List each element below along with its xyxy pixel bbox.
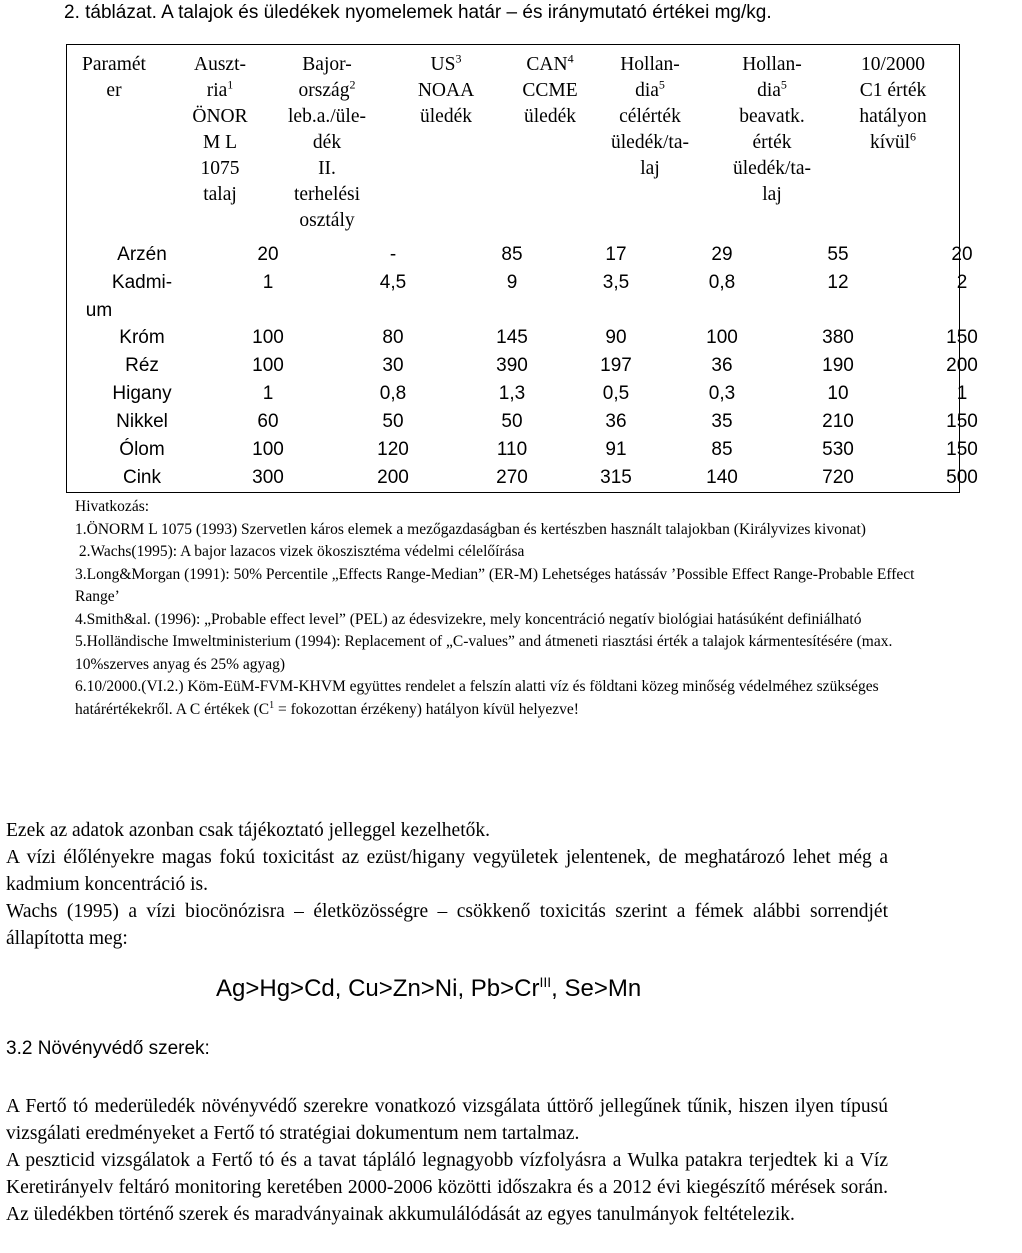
table-cell: 200 [377, 467, 409, 488]
table-cell: 300 [252, 467, 284, 488]
table-cell: 1 [956, 383, 968, 404]
table-row [66, 380, 968, 408]
column-header: Auszt- ria$^1$ ÖNOR M L 1075 talaj [192, 54, 248, 205]
parameter-name: Higany [112, 383, 172, 404]
table-cell: 720 [822, 467, 854, 488]
table-cell: 200 [946, 355, 978, 376]
parameter-name: Króm [119, 327, 165, 348]
table-cell: 0,5 [602, 383, 630, 404]
reference-item: 5.Holländische Imweltministerium (1994): Replacement of „C-values” and átmeneti riasztási érték a talajok kármentesítésére (max. 10%szerves anyag és 25% agyag) [75, 633, 893, 673]
table-cell: 20 [951, 244, 973, 265]
column-header: Hollan- dia$^5$ célérték üledék/ta- laj [611, 54, 689, 179]
parameter-name: Kadmi- [111, 272, 173, 293]
table-cell: 1,3 [498, 383, 526, 404]
table-row [66, 241, 973, 269]
table-row [66, 408, 978, 436]
table-cell: 270 [496, 467, 528, 488]
parameter-name: Arzén [117, 244, 167, 265]
parameter-name: Cink [122, 467, 161, 488]
table-row [66, 436, 978, 464]
table-cell: 36 [605, 411, 627, 432]
table-cell: 10 [827, 383, 849, 404]
table-cell: 85 [501, 244, 523, 265]
table-cell: 197 [600, 355, 632, 376]
parameter-name-continuation: um [85, 300, 113, 321]
column-header: Hollan- dia$^5$ beavatk. érték üledék/ta- laj [733, 54, 811, 205]
reference-item: 2.Wachs(1995): A bajor lazacos vizek ökoszisztéma védelmi célelőírása [75, 543, 525, 560]
table-caption: 2. táblázat. A talajok és üledékek nyomelemek határ – és iránymutató értékei mg/kg. [64, 2, 772, 23]
column-header: Paramét er [82, 54, 146, 101]
reference-item: 1.ÖNORM L 1075 (1993) Szervetlen káros elemek a mezőgazdaságban és kertészben használt talajokban (Királyvizes kivonat) [75, 520, 866, 538]
table-cell: 1 [262, 272, 274, 293]
table-cell: 12 [827, 272, 849, 293]
table-cell: 100 [706, 327, 738, 348]
table-cell: 9 [506, 272, 518, 293]
table-cell: 150 [946, 411, 978, 432]
table-cell: 50 [501, 411, 523, 432]
table-cell: 2 [956, 272, 968, 293]
table-cell: 315 [600, 467, 632, 488]
toxicity-order: Ag>Hg>Cd, Cu>Zn>Ni, $Pb>Cr^{III}$, Se>Mn [216, 974, 642, 1002]
parameter-name: Ólom [119, 439, 165, 460]
table-cell: 530 [822, 439, 854, 460]
table-cell: 91 [605, 439, 627, 460]
table-cell: 145 [496, 327, 528, 348]
table-cell: 0,8 [379, 383, 407, 404]
table-cell: 120 [377, 439, 409, 460]
table-cell: 140 [706, 467, 738, 488]
reference-item: 4.Smith&al. (1996): „Probable effect level” (PEL) az édesvizekre, mely koncentráció negatív biológiai hatásúként definiálható [75, 610, 862, 628]
table-cell: 0,3 [708, 383, 736, 404]
section-paragraphs [6, 1093, 888, 1228]
paragraph: Ezek az adatok azonban csak tájékoztató jelleggel kezelhetők. [6, 820, 491, 841]
column-header: CAN$^4$ CCME üledék [522, 51, 578, 127]
table-cell: 55 [827, 244, 849, 265]
column-header: 10/2000 C1 érték hatályon kívül$^6$ [859, 54, 927, 153]
table-cell: 0,8 [708, 272, 736, 293]
table-cell: 17 [605, 244, 627, 265]
table-cell: 30 [382, 355, 404, 376]
table-cell: 210 [822, 411, 854, 432]
intro-paragraphs [6, 817, 888, 952]
table-row [66, 324, 978, 352]
table-cell: 380 [822, 327, 854, 348]
reference-item: 6.10/2000.(VI.2.) Köm-EüM-FVM-KHVM együttes rendelet a felszín alatti víz és földtani közeg minőség védelméhez szükséges határértékekről. A C értékek ($C^1$ = fokozottan érzékeny) hatályon kívül helyezve! [75, 678, 879, 718]
table-cell: 150 [946, 327, 978, 348]
reference-list [75, 519, 955, 722]
references [75, 496, 955, 721]
table-cell: 80 [382, 327, 404, 348]
table-cell: 1 [262, 383, 274, 404]
paragraph: Wachs (1995) a vízi biocönózisra – életközösségre – csökkenő toxicitás szerint a fémek alábbi sorrendjét állapította meg: [6, 901, 888, 949]
paragraph: A Fertő tó mederüledék növényvédő szerekre vonatkozó vizsgálata úttörő jellegűnek tűnik, hiszen ilyen típusú vizsgálati eredményeket a Fertő tó stratégiai dokumentum nem tartalmaz. [6, 1096, 888, 1144]
table-cell: 20 [257, 244, 279, 265]
table-cell: 3,5 [602, 272, 630, 293]
section-title: 3.2 Növényvédő szerek: [6, 1038, 210, 1059]
table-cell: 29 [711, 244, 733, 265]
table-row [66, 464, 978, 492]
references-heading: Hivatkozás: [75, 498, 150, 515]
table-cell: 100 [252, 355, 284, 376]
table-cell: 100 [252, 439, 284, 460]
table-cell: 500 [946, 467, 978, 488]
table-cell: 50 [382, 411, 404, 432]
table-cell: 85 [711, 439, 733, 460]
table-row [66, 269, 968, 321]
column-header: Bajor- ország$^2$ leb.a./üle- dék II. terhelési osztály [288, 54, 366, 231]
parameter-name: Nikkel [116, 411, 168, 432]
table-cell: 4,5 [379, 272, 407, 293]
paragraph: A peszticid vizsgálatok a Fertő tó és a tavat tápláló legnagyobb vízfolyásra a Wulka patakra terjedtek ki a Víz Keretirányelv feltáró monitoring keretében 2000-2006 közötti időszakra és a 2012 évi kiegészítő mérések során. Az üledékben történő szerek és maradványainak akkumulálódását az egyes tanulmányok feltételezik. [6, 1150, 888, 1225]
table-cell: 36 [711, 355, 733, 376]
table-cell: 100 [252, 327, 284, 348]
table-row [66, 352, 978, 380]
table-cell: 60 [257, 411, 279, 432]
column-header: $US^3$ NOAA üledék [417, 51, 475, 127]
table-cell: - [389, 244, 397, 265]
paragraph: A vízi élőlényekre magas fokú toxicitást az ezüst/higany vegyületek jelentenek, de meghatározó lehet még a kadmium koncentráció is. [6, 847, 888, 895]
table-cell: 90 [605, 327, 627, 348]
table-cell: 190 [822, 355, 854, 376]
reference-item: 3.Long&Morgan (1991): 50% Percentile „Effects Range-Median” (ER-M) Lehetséges hatássáv ’Possible Effect Range-Probable Effect Range’ [75, 565, 915, 605]
parameter-name: Réz [125, 355, 159, 376]
table-cell: 35 [711, 411, 733, 432]
table-cell: 110 [496, 439, 528, 460]
table-cell: 150 [946, 439, 978, 460]
table-cell: 390 [496, 355, 528, 376]
